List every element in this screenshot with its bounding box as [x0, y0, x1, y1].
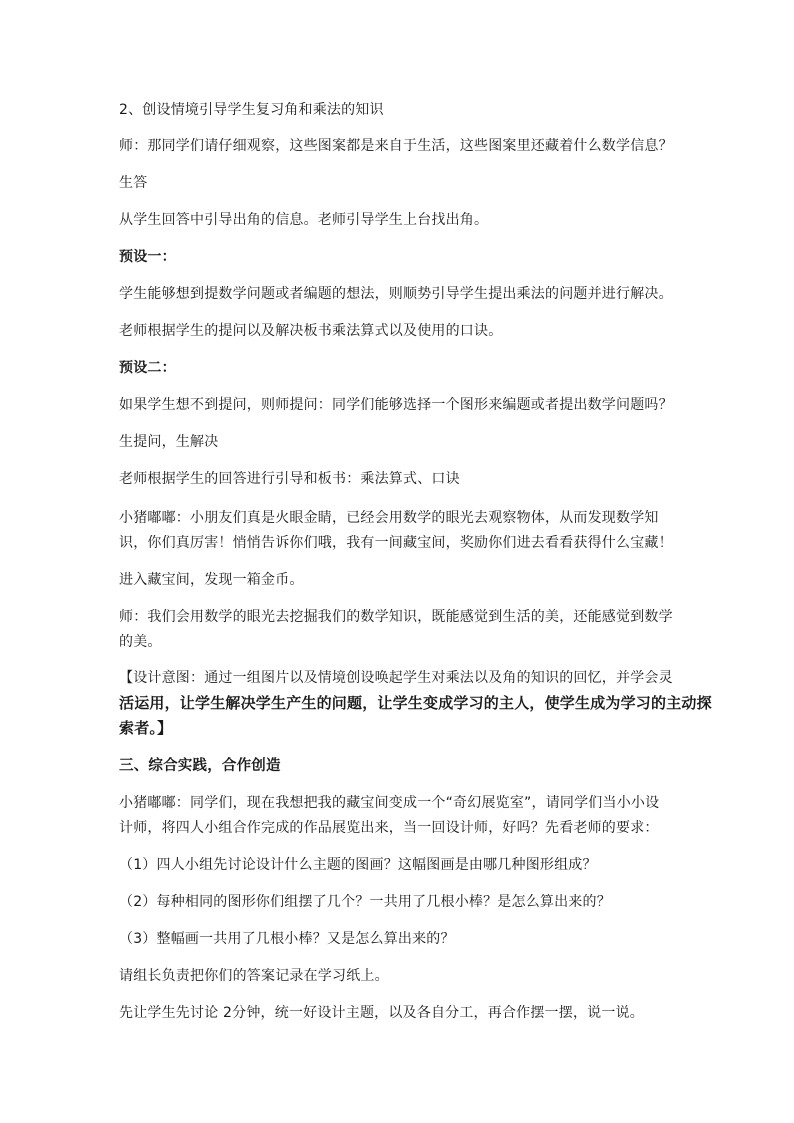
paragraph-line: 识，你们真厉害！悄悄告诉你们哦，我有一间藏宝间，奖励你们进去看看获得什么宝藏！: [119, 535, 673, 551]
requirement-item: （2）每种相同的图形你们组摆了几个？一共用了几根小棒？是怎么算出来的？: [119, 894, 611, 910]
paragraph: 从学生回答中引导出角的信息。老师引导学生上台找出角。: [119, 212, 489, 228]
design-intent-line: 【设计意图：通过一组图片以及情境创设唤起学生对乘法以及角的知识的回忆，并学会灵: [119, 670, 673, 686]
paragraph: 老师根据学生的提问以及解决板书乘法算式以及使用的口诀。: [119, 323, 503, 339]
paragraph-line: 计师，将四人小组合作完成的作品展览出来，当一回设计师，好吗？先看老师的要求：: [119, 820, 659, 836]
preset-one-label: 预设一：: [119, 249, 176, 265]
paragraph-line: 师：我们会用数学的眼光去挖掘我们的数学知识，既能感觉到生活的美，还能感觉到数学: [119, 609, 673, 625]
section-subheading: 2、创设情境引导学生复习角和乘法的知识: [119, 102, 384, 118]
preset-two-label: 预设二：: [119, 360, 176, 376]
paragraph-line: 小猪嘟嘟：小朋友们真是火眼金睛，已经会用数学的眼光去观察物体，从而发现数学知: [119, 510, 659, 526]
requirement-item: （3）整幅画一共用了几根小棒？又是怎么算出来的？: [119, 931, 455, 947]
paragraph: 如果学生想不到提问，则师提问：同学们能够选择一个图形来编题或者提出数学问题吗？: [119, 397, 673, 413]
paragraph: 进入藏宝间，发现一箱金币。: [119, 572, 304, 588]
design-intent-line: 活运用，让学生解决学生产生的问题，让学生变成学习的主人，使学生成为学习的主动探: [119, 694, 712, 712]
paragraph-line: 的美。: [119, 634, 162, 650]
section-heading: 三、综合实践，合作创造: [119, 758, 281, 774]
design-intent-line: 索者。】: [119, 719, 173, 737]
paragraph: 老师根据学生的回答进行引导和板书：乘法算式、口诀: [119, 471, 460, 487]
paragraph: 生提问，生解决: [119, 434, 219, 450]
paragraph: 先让学生先讨论 2分钟，统一好设计主题，以及各自分工，再合作摆一摆，说一说。: [119, 1005, 644, 1021]
paragraph: 师：那同学们请仔细观察，这些图案都是来自于生活，这些图案里还藏着什么数学信息？: [119, 138, 673, 154]
paragraph-line: 小猪嘟嘟：同学们，现在我想把我的藏宝间变成一个“奇幻展览室”，请同学们当小小设: [119, 795, 660, 811]
paragraph: 请组长负责把你们的答案记录在学习纸上。: [119, 968, 389, 984]
paragraph: 学生能够想到提数学问题或者编题的想法，则顺势引导学生提出乘法的问题并进行解决。: [119, 286, 673, 302]
paragraph: 生答: [119, 175, 148, 191]
requirement-item: （1）四人小组先讨论设计什么主题的图画？这幅图画是由哪几种图形组成？: [119, 857, 597, 873]
